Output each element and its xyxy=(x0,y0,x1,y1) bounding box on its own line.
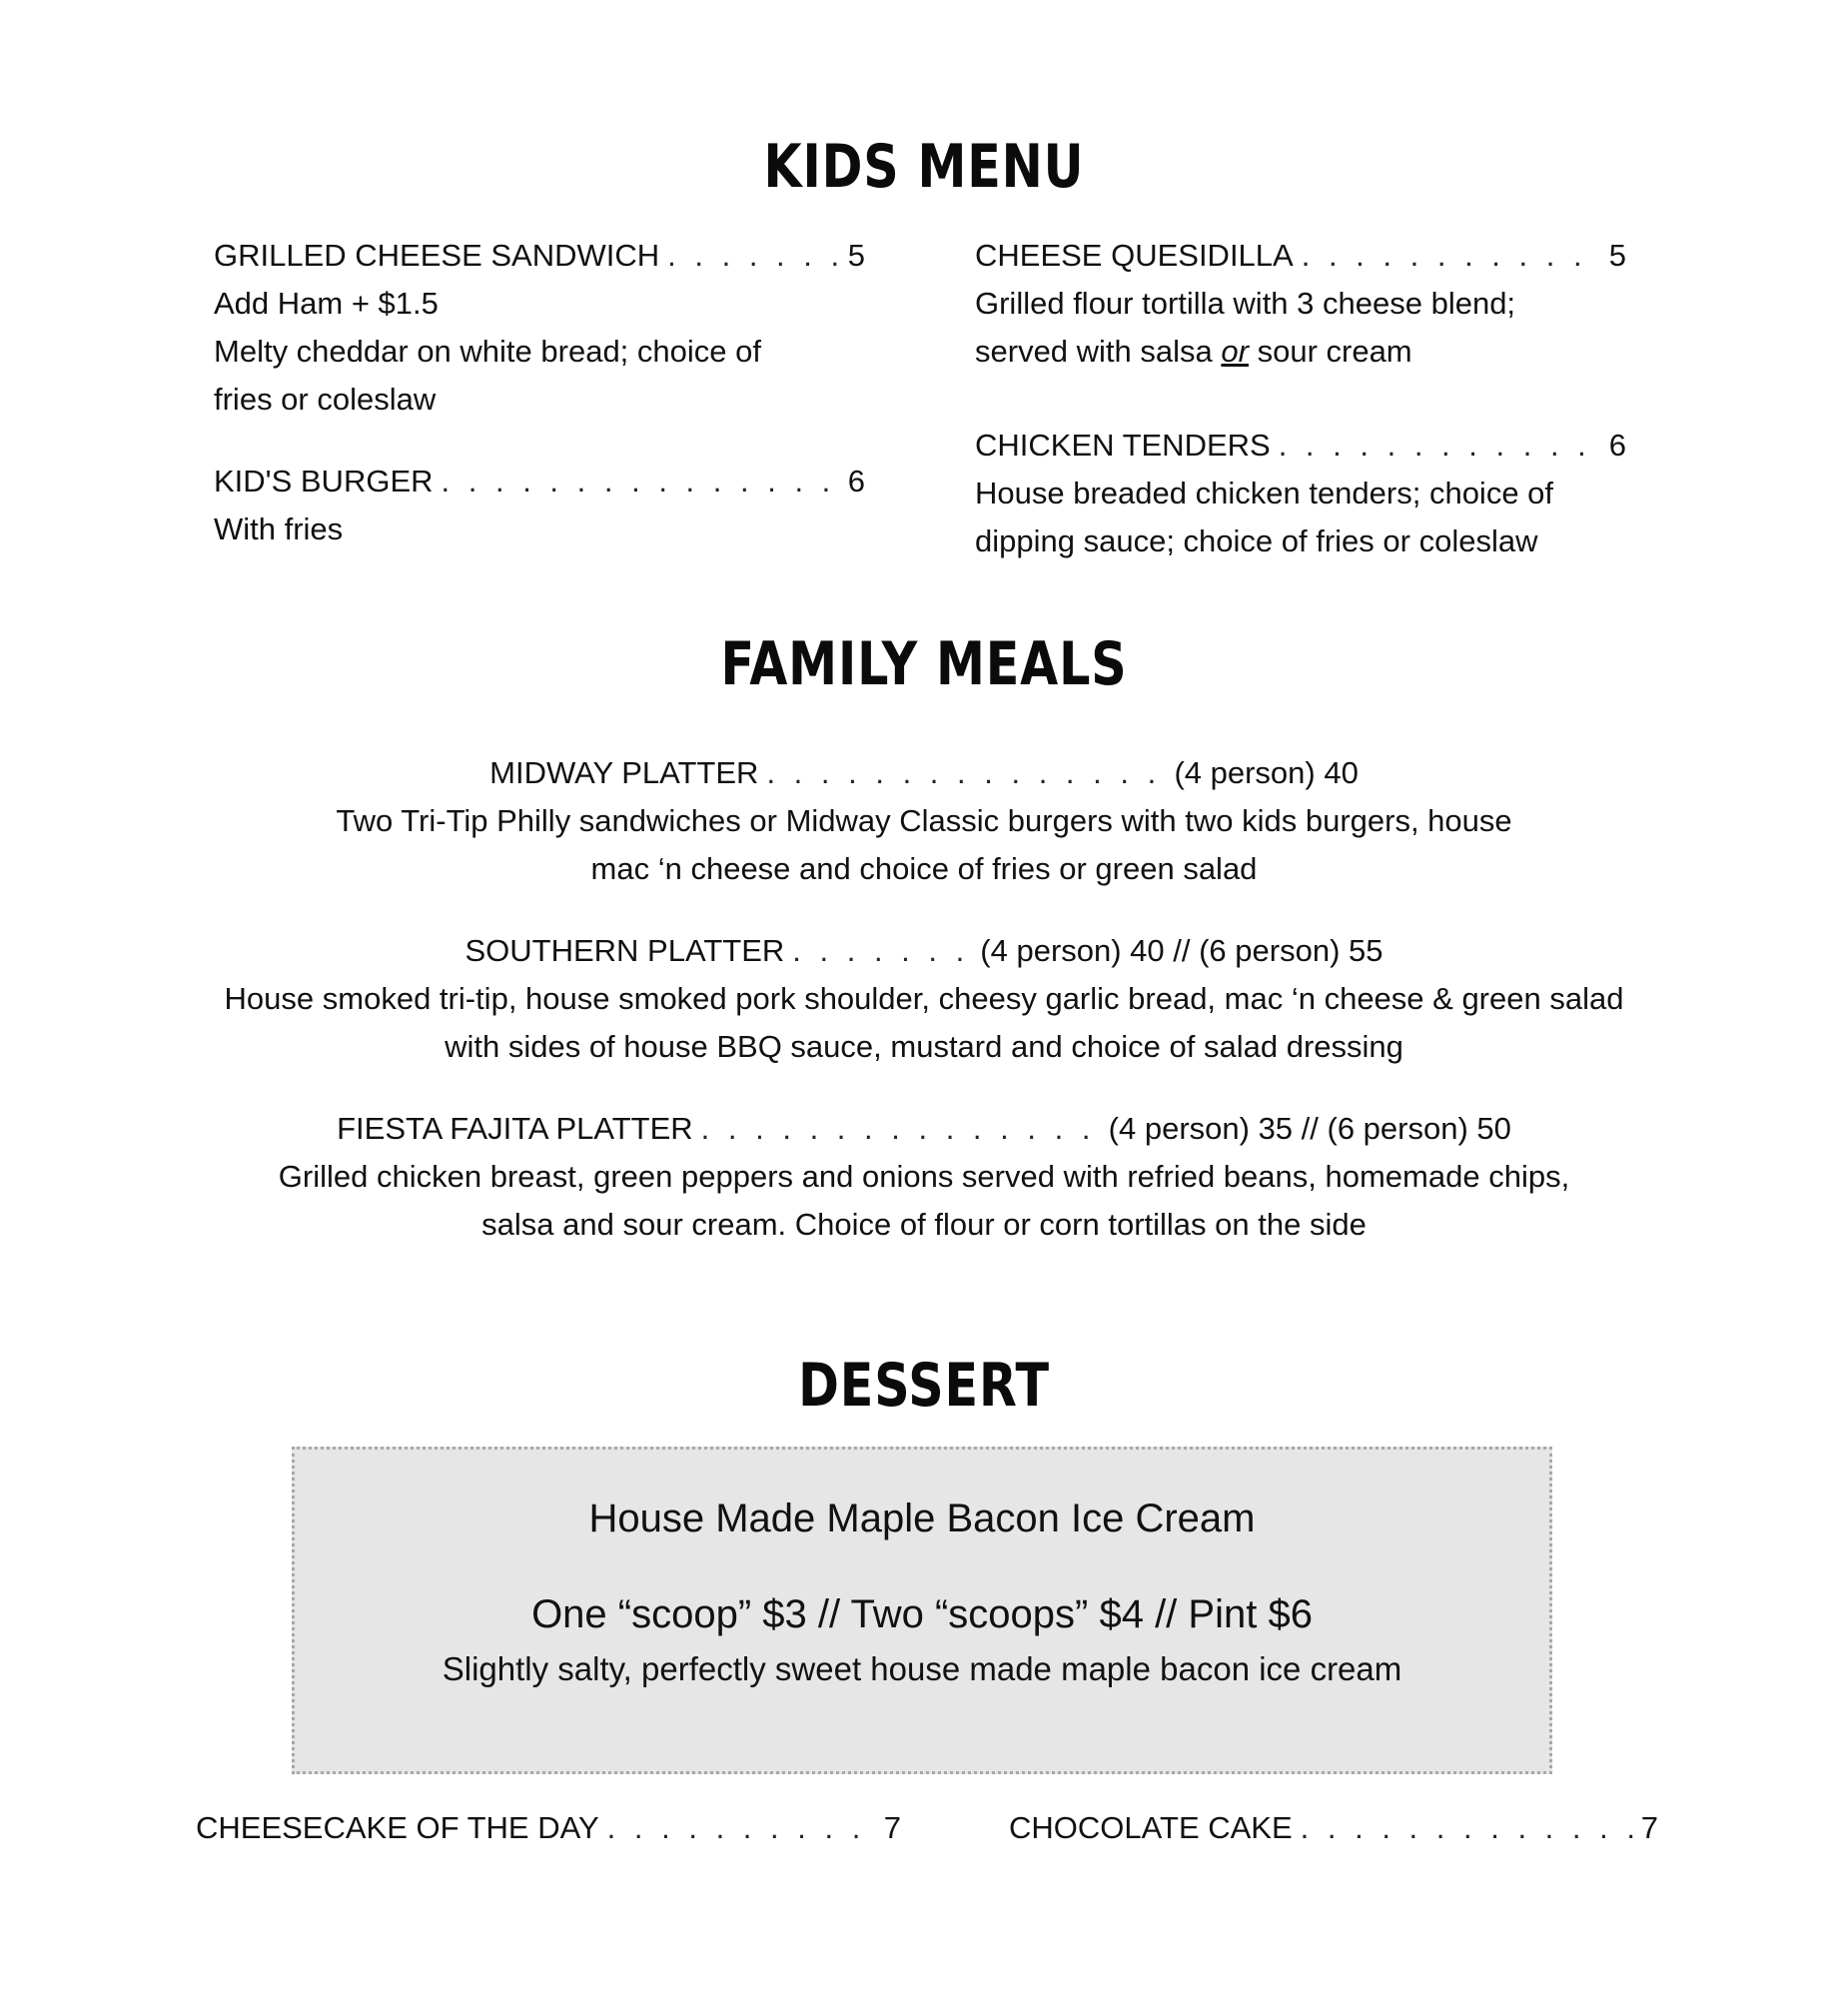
item-name: SOUTHERN PLATTER xyxy=(464,933,785,968)
item-price: 5 xyxy=(847,238,865,273)
item-description: salsa and sour cream. Choice of flour or corn tortillas on the side xyxy=(481,1207,1367,1242)
menu-item-cheese-quesadilla xyxy=(975,232,1626,376)
family-meals-title: FAMILY MEALS xyxy=(720,629,1128,699)
item-price: 5 xyxy=(1608,238,1626,273)
item-description: Grilled chicken breast, green peppers and onions served with refried beans, homemade chips, xyxy=(278,1159,1570,1194)
item-name: MIDWAY PLATTER xyxy=(489,755,759,790)
item-name: GRILLED CHEESE SANDWICH xyxy=(214,238,660,273)
item-name: KID'S BURGER xyxy=(214,464,434,499)
item-name: CHEESECAKE OF THE DAY xyxy=(196,1810,599,1845)
dot-leader xyxy=(766,749,1166,797)
item-price: (4 person) 35 // (6 person) 50 xyxy=(1108,1111,1511,1146)
item-description: Melty cheddar on white bread; choice of xyxy=(214,334,761,369)
menu-item-southern-platter xyxy=(0,927,1848,1071)
item-description xyxy=(975,328,1626,376)
item-price: 7 xyxy=(1640,1810,1658,1845)
item-description: With fries xyxy=(214,511,344,546)
item-name: CHICKEN TENDERS xyxy=(975,428,1271,463)
menu-item-cheesecake xyxy=(196,1804,901,1852)
dessert-title: DESSERT xyxy=(798,1351,1050,1421)
dot-leader xyxy=(442,458,840,505)
desc-text: served with salsa xyxy=(975,334,1222,369)
item-description: with sides of house BBQ sauce, mustard and choice of salad dressing xyxy=(445,1029,1403,1064)
menu-item-chocolate-cake xyxy=(1009,1804,1658,1852)
featured-dessert-box xyxy=(292,1447,1552,1774)
item-addon: Add Ham + $1.5 xyxy=(214,286,439,321)
item-price: (4 person) 40 // (6 person) 55 xyxy=(980,933,1384,968)
dot-leader xyxy=(1279,422,1601,470)
item-price: 6 xyxy=(1608,428,1626,463)
item-description: dipping sauce; choice of fries or coleslaw xyxy=(975,523,1538,558)
kids-menu-title: KIDS MENU xyxy=(763,132,1085,202)
dot-leader xyxy=(607,1804,876,1852)
item-description: Two Tri-Tip Philly sandwiches or Midway Classic burgers with two kids burgers, house xyxy=(336,803,1512,838)
item-description: mac ‘n cheese and choice of fries or green salad xyxy=(590,851,1258,886)
item-price: 6 xyxy=(847,464,865,499)
dot-leader xyxy=(701,1105,1101,1153)
menu-item-kids-burger xyxy=(214,458,865,553)
dot-leader xyxy=(1301,1804,1633,1852)
menu-item-chicken-tenders xyxy=(975,422,1626,565)
item-description: fries or coleslaw xyxy=(214,382,437,417)
featured-dessert-title: House Made Maple Bacon Ice Cream xyxy=(588,1497,1256,1540)
desc-emphasis: or xyxy=(1221,334,1249,369)
item-description: Grilled flour tortilla with 3 cheese blend; xyxy=(975,286,1516,321)
item-price: 7 xyxy=(883,1810,901,1845)
item-description: House smoked tri-tip, house smoked pork shoulder, cheesy garlic bread, mac ‘n cheese & green salad xyxy=(224,981,1624,1016)
item-name: FIESTA FAJITA PLATTER xyxy=(337,1111,693,1146)
featured-dessert-description: Slightly salty, perfectly sweet house made maple bacon ice cream xyxy=(442,1650,1402,1687)
featured-dessert-prices: One “scoop” $3 // Two “scoops” $4 // Pint $6 xyxy=(531,1592,1313,1636)
item-name: CHOCOLATE CAKE xyxy=(1009,1810,1293,1845)
item-name: CHEESE QUESIDILLA xyxy=(975,238,1294,273)
menu-item-grilled-cheese xyxy=(214,232,865,424)
menu-item-midway-platter xyxy=(0,749,1848,893)
desc-text: sour cream xyxy=(1248,334,1412,369)
dot-leader xyxy=(792,927,972,975)
dot-leader xyxy=(1302,232,1601,280)
menu-item-fiesta-fajita-platter xyxy=(0,1105,1848,1249)
item-description: House breaded chicken tenders; choice of xyxy=(975,476,1554,510)
dot-leader xyxy=(667,232,840,280)
item-price: (4 person) 40 xyxy=(1174,755,1359,790)
